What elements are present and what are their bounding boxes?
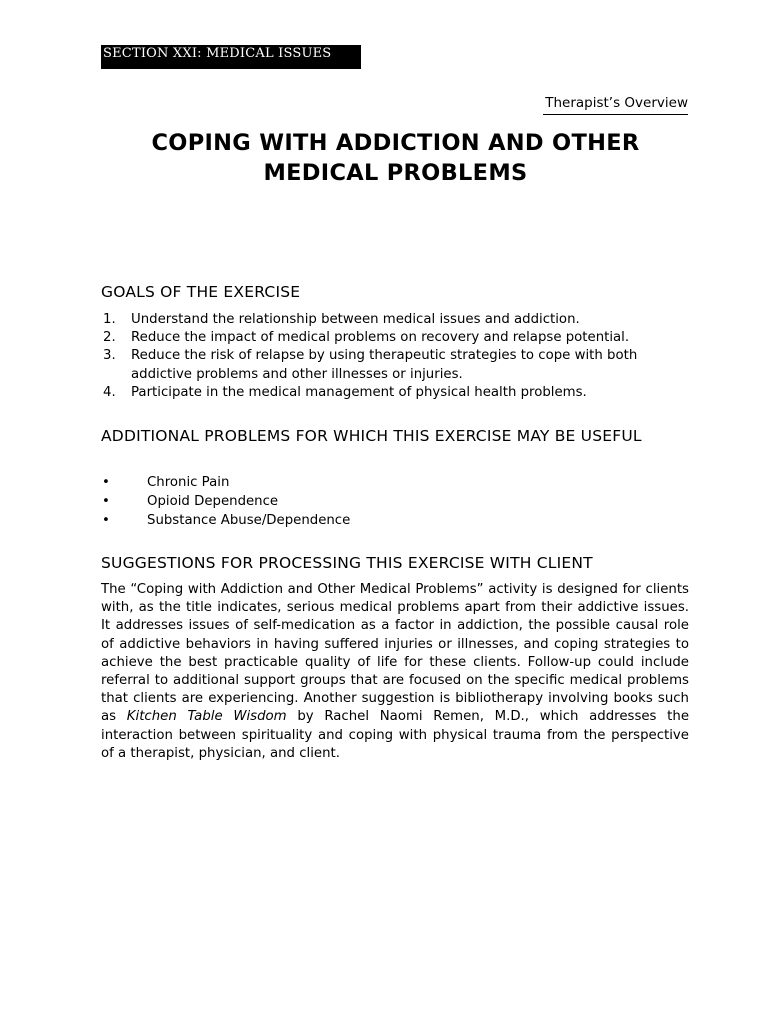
list-item bbox=[101, 311, 690, 329]
title-line-2: MEDICAL PROBLEMS bbox=[263, 160, 528, 186]
list-item bbox=[101, 347, 690, 383]
list-item bbox=[101, 473, 690, 492]
item-number: 4. bbox=[103, 384, 116, 400]
suggestions-paragraph bbox=[101, 581, 689, 763]
book-title: Kitchen Table Wisdom bbox=[126, 709, 287, 725]
suggestions-heading: SUGGESTIONS FOR PROCESSING THIS EXERCISE WITH CLIENT bbox=[101, 554, 593, 572]
paragraph-text-part-2: by Rachel Naomi Remen, M.D., which addresses the interaction between spirituality and coping with physical trauma from the perspective of a therapist, physician, and client. bbox=[101, 709, 689, 761]
item-text: Reduce the risk of relapse by using therapeutic strategies to cope with both addictive problems and other illnesses or injuries. bbox=[131, 348, 638, 382]
list-item bbox=[101, 384, 690, 402]
item-text: Reduce the impact of medical problems on recovery and relapse potential. bbox=[131, 330, 630, 346]
list-item bbox=[101, 329, 690, 347]
list-item bbox=[101, 492, 690, 511]
therapist-overview-label: Therapist’s Overview bbox=[543, 95, 688, 115]
item-text: Substance Abuse/Dependence bbox=[147, 513, 351, 528]
page-title bbox=[101, 128, 690, 188]
section-label: SECTION XXI: MEDICAL ISSUES bbox=[101, 45, 361, 69]
item-number: 2. bbox=[103, 330, 116, 346]
item-number: 1. bbox=[103, 312, 116, 327]
bullet-icon: • bbox=[102, 513, 110, 528]
title-line-1: COPING WITH ADDICTION AND OTHER bbox=[151, 130, 640, 156]
bullet-icon: • bbox=[102, 494, 110, 509]
item-number: 3. bbox=[103, 348, 116, 364]
bullet-icon: • bbox=[102, 475, 110, 490]
item-text: Understand the relationship between medical issues and addiction. bbox=[131, 312, 580, 327]
additional-problems-heading: ADDITIONAL PROBLEMS FOR WHICH THIS EXERCISE MAY BE USEFUL bbox=[101, 427, 642, 445]
list-item bbox=[101, 511, 690, 530]
paragraph-text-part-1: The “Coping with Addiction and Other Medical Problems” activity is designed for clients with, as the title indicates, serious medical problems apart from their addictive issues. It addresses issues of self-medication as a factor in addiction, the possible causal role of addictive behaviors in having suffered injuries or illnesses, and coping strategies to achieve the best practicable quality of life for these clients. Follow-up could include referral to additional support groups that are focused on the specific medical problems that clients are experiencing. Another suggestion is bibliotherapy involving books such as bbox=[101, 582, 689, 725]
item-text: Opioid Dependence bbox=[147, 494, 279, 509]
additional-problems-list bbox=[101, 473, 690, 530]
item-text: Participate in the medical management of physical health problems. bbox=[131, 384, 587, 400]
item-text: Chronic Pain bbox=[147, 475, 230, 490]
goals-heading: GOALS OF THE EXERCISE bbox=[101, 283, 301, 301]
goals-list bbox=[101, 311, 690, 402]
